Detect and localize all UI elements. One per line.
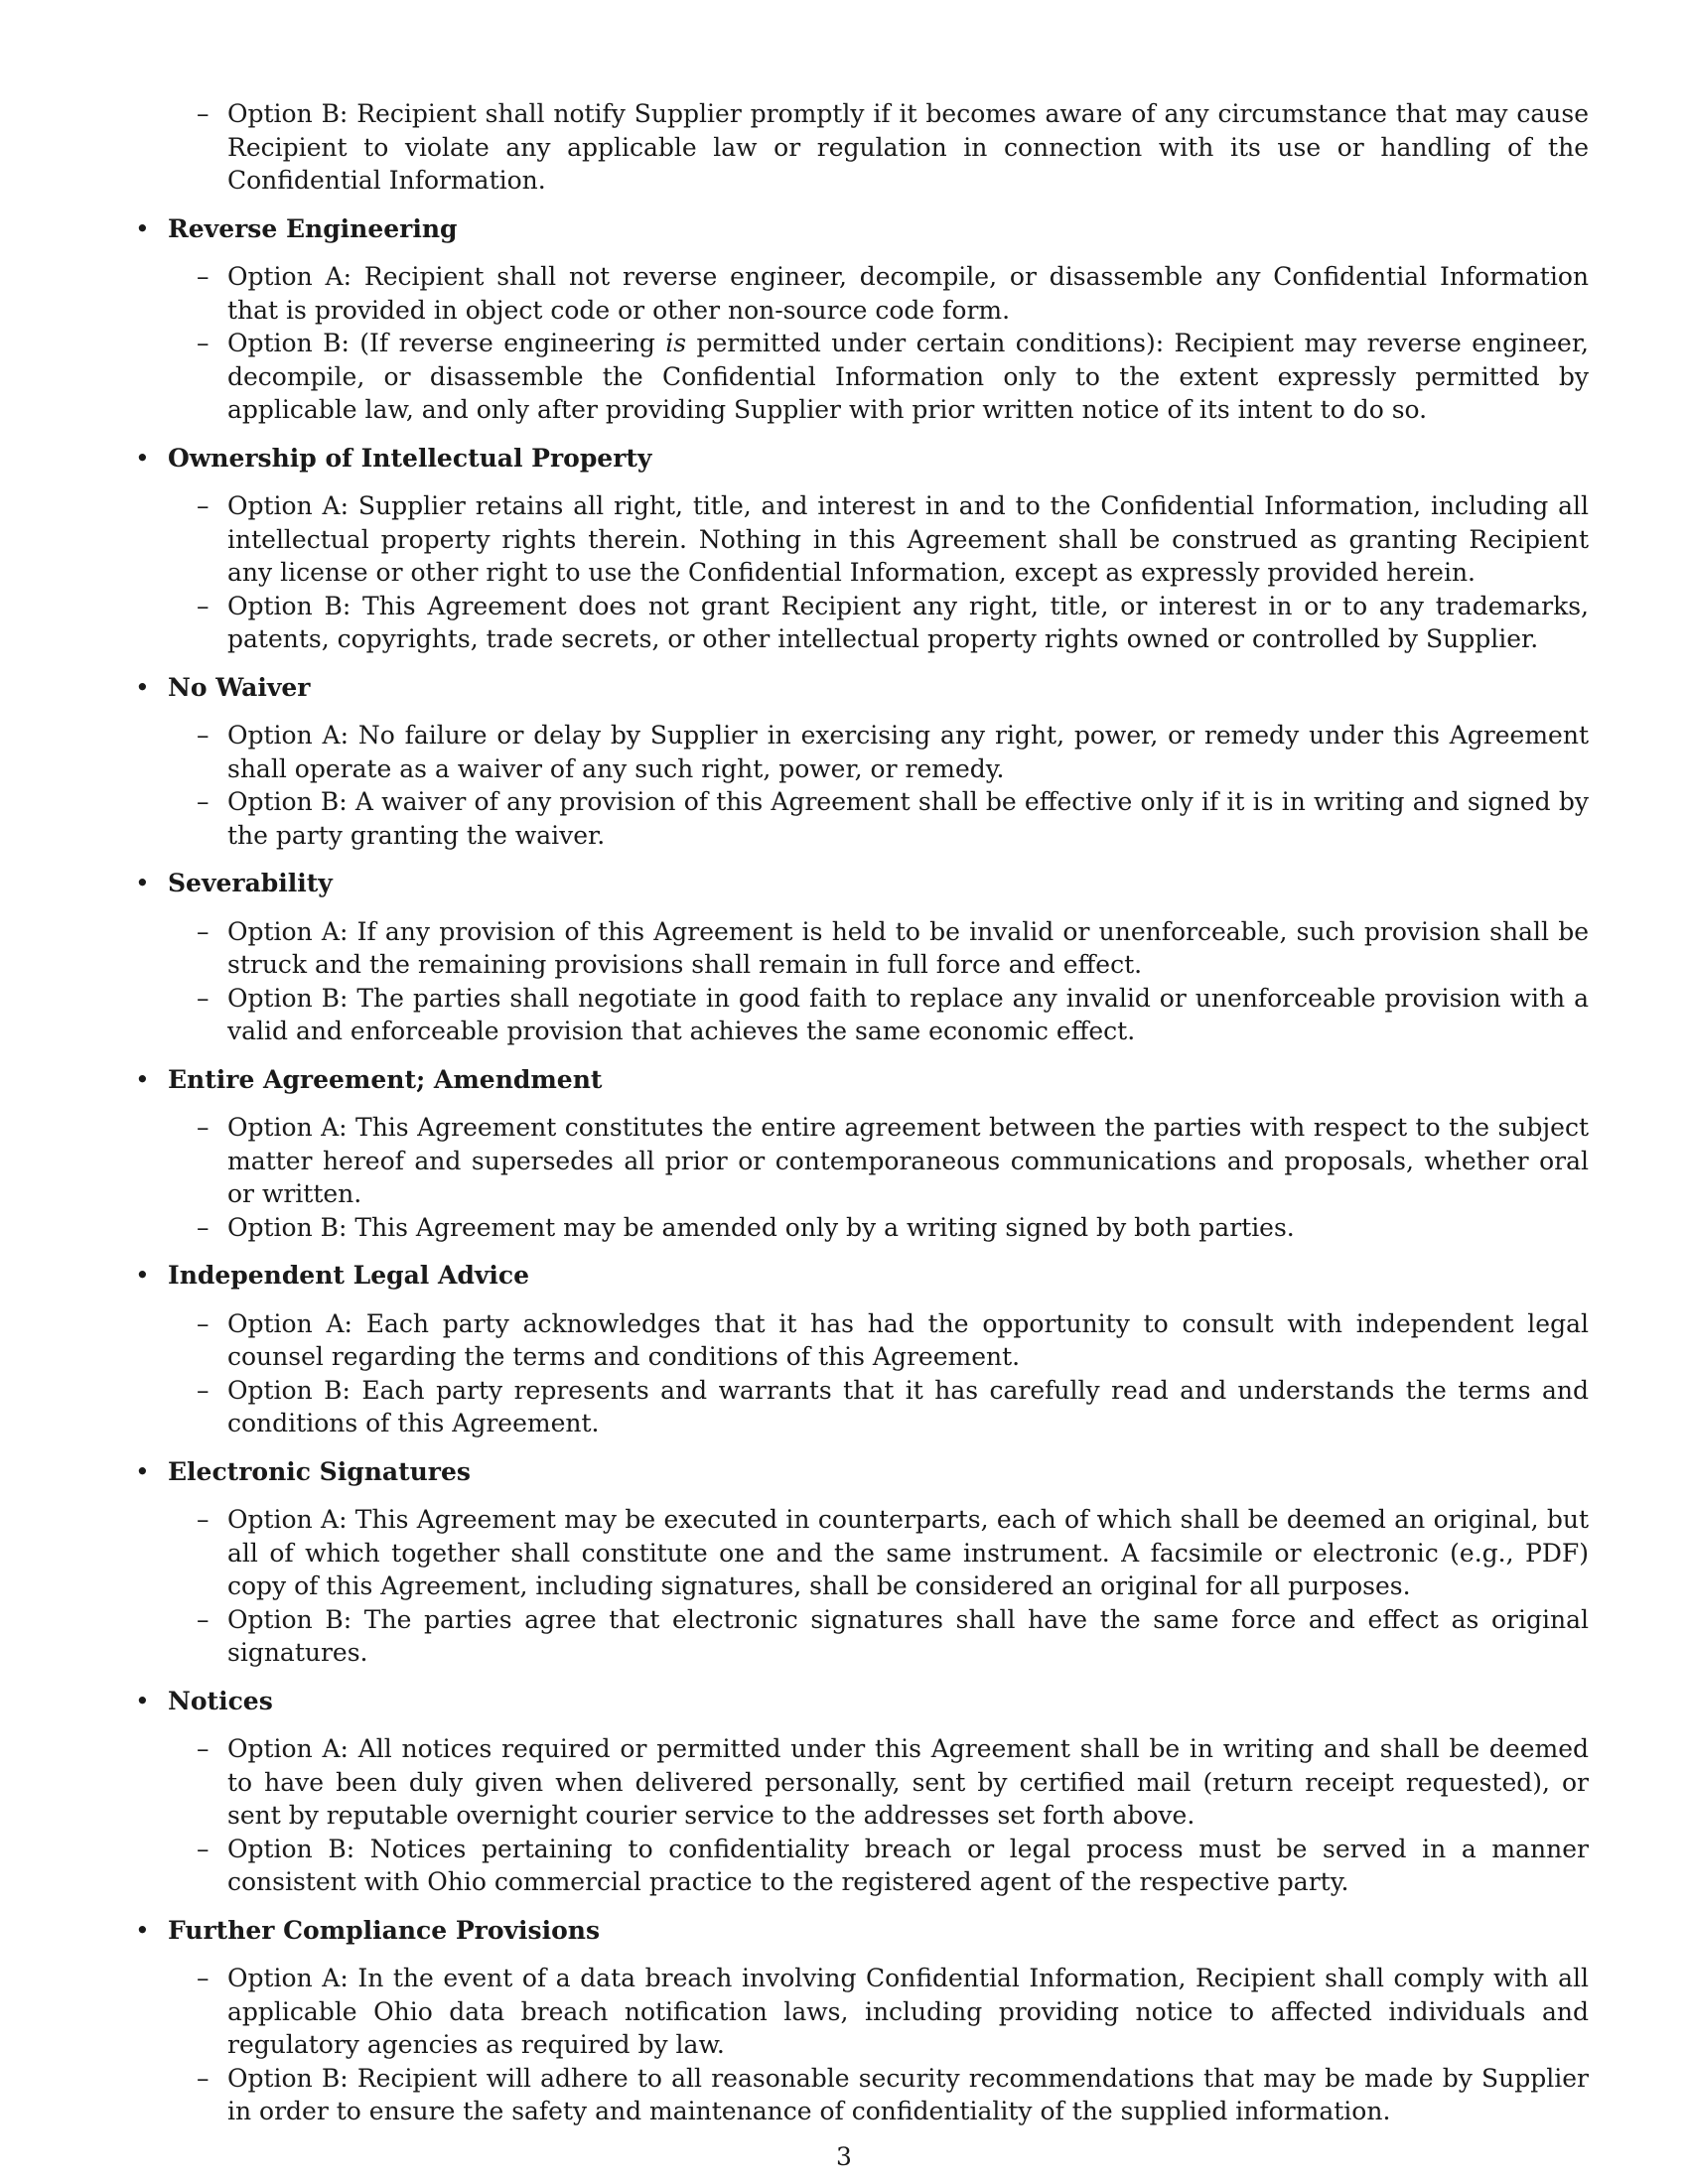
option-item bbox=[129, 1962, 1589, 2062]
option-item bbox=[129, 590, 1589, 656]
option-text: Option A: Recipient shall not reverse engineer, decompile, or disassemble any Confidential Information that is provided in object code or other non-source code form. bbox=[227, 262, 1589, 325]
page-number: 3 bbox=[836, 2142, 852, 2171]
option-item bbox=[129, 1307, 1589, 1374]
dash-marker: – bbox=[197, 1212, 210, 1242]
bullet-marker: • bbox=[135, 1261, 150, 1290]
option-text: Option A: All notices required or permitted under this Agreement shall be in writing and shall be deemed to have been duly given when delivered personally, sent by certified mail (return receipt requested), or sent by reputable overnight courier service to the addresses set forth above. bbox=[227, 1734, 1589, 1830]
bullet-marker: • bbox=[135, 213, 150, 243]
option-item bbox=[129, 2062, 1589, 2128]
bullet-marker: • bbox=[135, 869, 150, 897]
bullet-marker: • bbox=[135, 1915, 150, 1945]
section-independent-legal-advice bbox=[129, 1259, 1589, 1440]
dash-marker: – bbox=[197, 1734, 210, 1763]
bullet-marker: • bbox=[135, 1456, 150, 1486]
dash-marker: – bbox=[197, 787, 210, 816]
option-text: Option B: A waiver of any provision of this Agreement shall be effective only if it is in writing and signed by the party granting the waiver. bbox=[227, 787, 1589, 850]
option-item bbox=[129, 489, 1589, 590]
section-heading: Entire Agreement; Amendment bbox=[168, 1064, 603, 1094]
section-entire-agreement-amendment bbox=[129, 1063, 1589, 1245]
document-body bbox=[129, 97, 1589, 2128]
section-ownership-of-intellectual-property bbox=[129, 442, 1589, 656]
bullet-marker: • bbox=[135, 672, 150, 702]
dash-marker: – bbox=[197, 591, 210, 620]
option-text: Option A: In the event of a data breach involving Confidential Information, Recipient shall comply with all applicable Ohio data breach notification laws, including providing notice to affected individuals and regulatory agencies as required by law. bbox=[227, 1964, 1589, 2059]
section-heading: Independent Legal Advice bbox=[168, 1261, 530, 1290]
option-emphasis: is bbox=[665, 329, 687, 357]
dash-marker: – bbox=[197, 1964, 210, 1992]
section-further-compliance-provisions bbox=[129, 1914, 1589, 2128]
section-no-waiver bbox=[129, 671, 1589, 853]
dash-marker: – bbox=[197, 1604, 210, 1634]
option-item bbox=[129, 1503, 1589, 1603]
option-item bbox=[129, 260, 1589, 327]
lead-option-item bbox=[129, 97, 1589, 198]
option-text: Option B: (If reverse engineering bbox=[227, 329, 666, 357]
option-text: Option B: The parties agree that electronic signatures shall have the same force and effect as original signatures. bbox=[227, 1604, 1589, 1667]
section-reverse-engineering bbox=[129, 212, 1589, 427]
option-text: Option A: If any provision of this Agreement is held to be invalid or unenforceable, such provision shall be struck and the remaining provisions shall remain in full force and effect. bbox=[227, 916, 1589, 979]
dash-marker: – bbox=[197, 262, 210, 291]
bullet-marker: • bbox=[135, 443, 150, 473]
option-item bbox=[129, 1211, 1589, 1245]
option-item bbox=[129, 327, 1589, 427]
section-heading: Ownership of Intellectual Property bbox=[168, 443, 652, 473]
dash-marker: – bbox=[197, 916, 210, 946]
dash-marker: – bbox=[197, 1113, 210, 1142]
section-heading: No Waiver bbox=[168, 672, 311, 702]
option-item bbox=[129, 915, 1589, 982]
option-text: Option A: This Agreement may be executed in counterparts, each of which shall be deemed an original, but all of which together shall constitute one and the same instrument. A facsimile or electronic (e.g., PDF) copy of this Agreement, including signatures, shall be considered an original for all purposes. bbox=[227, 1505, 1589, 1600]
option-text: Option B: Recipient will adhere to all reasonable security recommendations that may be made by Supplier in order to ensure the safety and maintenance of confidentiality of the supplied information. bbox=[227, 2063, 1589, 2125]
option-text: Option B: The parties shall negotiate in good faith to replace any invalid or unenforceable provision with a valid and enforceable provision that achieves the same economic effect. bbox=[227, 983, 1589, 1045]
option-item bbox=[129, 982, 1589, 1048]
option-text-continued: permitted under certain conditions): Recipient may reverse engineer, decompile, or disassemble the Confidential Information only to the extent expressly permitted by applicable law, and only after providing Supplier with prior written notice of its intent to do so. bbox=[227, 329, 1589, 424]
bullet-marker: • bbox=[135, 1686, 150, 1715]
option-text: Option B: Recipient shall notify Supplier promptly if it becomes aware of any circumstance that may cause Recipient to violate any applicable law or regulation in connection with its use or handling of the Confidential Information. bbox=[227, 99, 1589, 195]
dash-marker: – bbox=[197, 1505, 210, 1534]
section-severability bbox=[129, 867, 1589, 1048]
option-text: Option A: Supplier retains all right, title, and interest in and to the Confidential Information, including all intellectual property rights therein. Nothing in this Agreement shall be construed as granting Recipient any license or other right to use the Confidential Information, except as expressly provided herein. bbox=[227, 491, 1589, 587]
section-heading: Notices bbox=[168, 1686, 273, 1715]
dash-marker: – bbox=[197, 329, 210, 357]
option-item bbox=[129, 785, 1589, 852]
dash-marker: – bbox=[197, 1834, 210, 1863]
dash-marker: – bbox=[197, 491, 210, 520]
option-text: Option A: This Agreement constitutes the entire agreement between the parties with respect to the subject matter hereof and supersedes all prior or contemporaneous communications and proposals, whether oral or written. bbox=[227, 1113, 1589, 1208]
dash-marker: – bbox=[197, 1308, 210, 1338]
section-heading: Electronic Signatures bbox=[168, 1456, 471, 1486]
dash-marker: – bbox=[197, 2063, 210, 2093]
sections-list bbox=[129, 212, 1589, 2128]
bullet-marker: • bbox=[135, 1064, 150, 1094]
section-heading: Reverse Engineering bbox=[168, 213, 458, 243]
section-notices bbox=[129, 1685, 1589, 1899]
section-heading: Further Compliance Provisions bbox=[168, 1915, 601, 1945]
option-item bbox=[129, 1732, 1589, 1833]
option-text: Option B: Notices pertaining to confidentiality breach or legal process must be served in a manner consistent with Ohio commercial practice to the registered agent of the respective party. bbox=[227, 1834, 1589, 1896]
dash-marker: – bbox=[197, 983, 210, 1013]
option-item bbox=[129, 719, 1589, 785]
dash-marker: – bbox=[197, 1375, 210, 1405]
option-item bbox=[129, 1603, 1589, 1670]
option-text: Option A: No failure or delay by Supplier in exercising any right, power, or remedy under this Agreement shall operate as a waiver of any such right, power, or remedy. bbox=[227, 721, 1589, 783]
option-text: Option A: Each party acknowledges that it has had the opportunity to consult with independent legal counsel regarding the terms and conditions of this Agreement. bbox=[227, 1308, 1589, 1371]
section-electronic-signatures bbox=[129, 1455, 1589, 1670]
option-text: Option B: Each party represents and warrants that it has carefully read and understands the terms and conditions of this Agreement. bbox=[227, 1375, 1589, 1437]
dash-marker: – bbox=[197, 721, 210, 750]
option-item bbox=[129, 1111, 1589, 1211]
dash-marker: – bbox=[197, 99, 210, 128]
option-text: Option B: This Agreement may be amended only by a writing signed by both parties. bbox=[227, 1212, 1295, 1242]
option-item bbox=[129, 1374, 1589, 1440]
option-item bbox=[129, 1833, 1589, 1899]
option-text: Option B: This Agreement does not grant Recipient any right, title, or interest in or to any trademarks, patents, copyrights, trade secrets, or other intellectual property rights owned or controlled by Supplier. bbox=[227, 591, 1589, 653]
section-heading: Severability bbox=[168, 869, 333, 897]
